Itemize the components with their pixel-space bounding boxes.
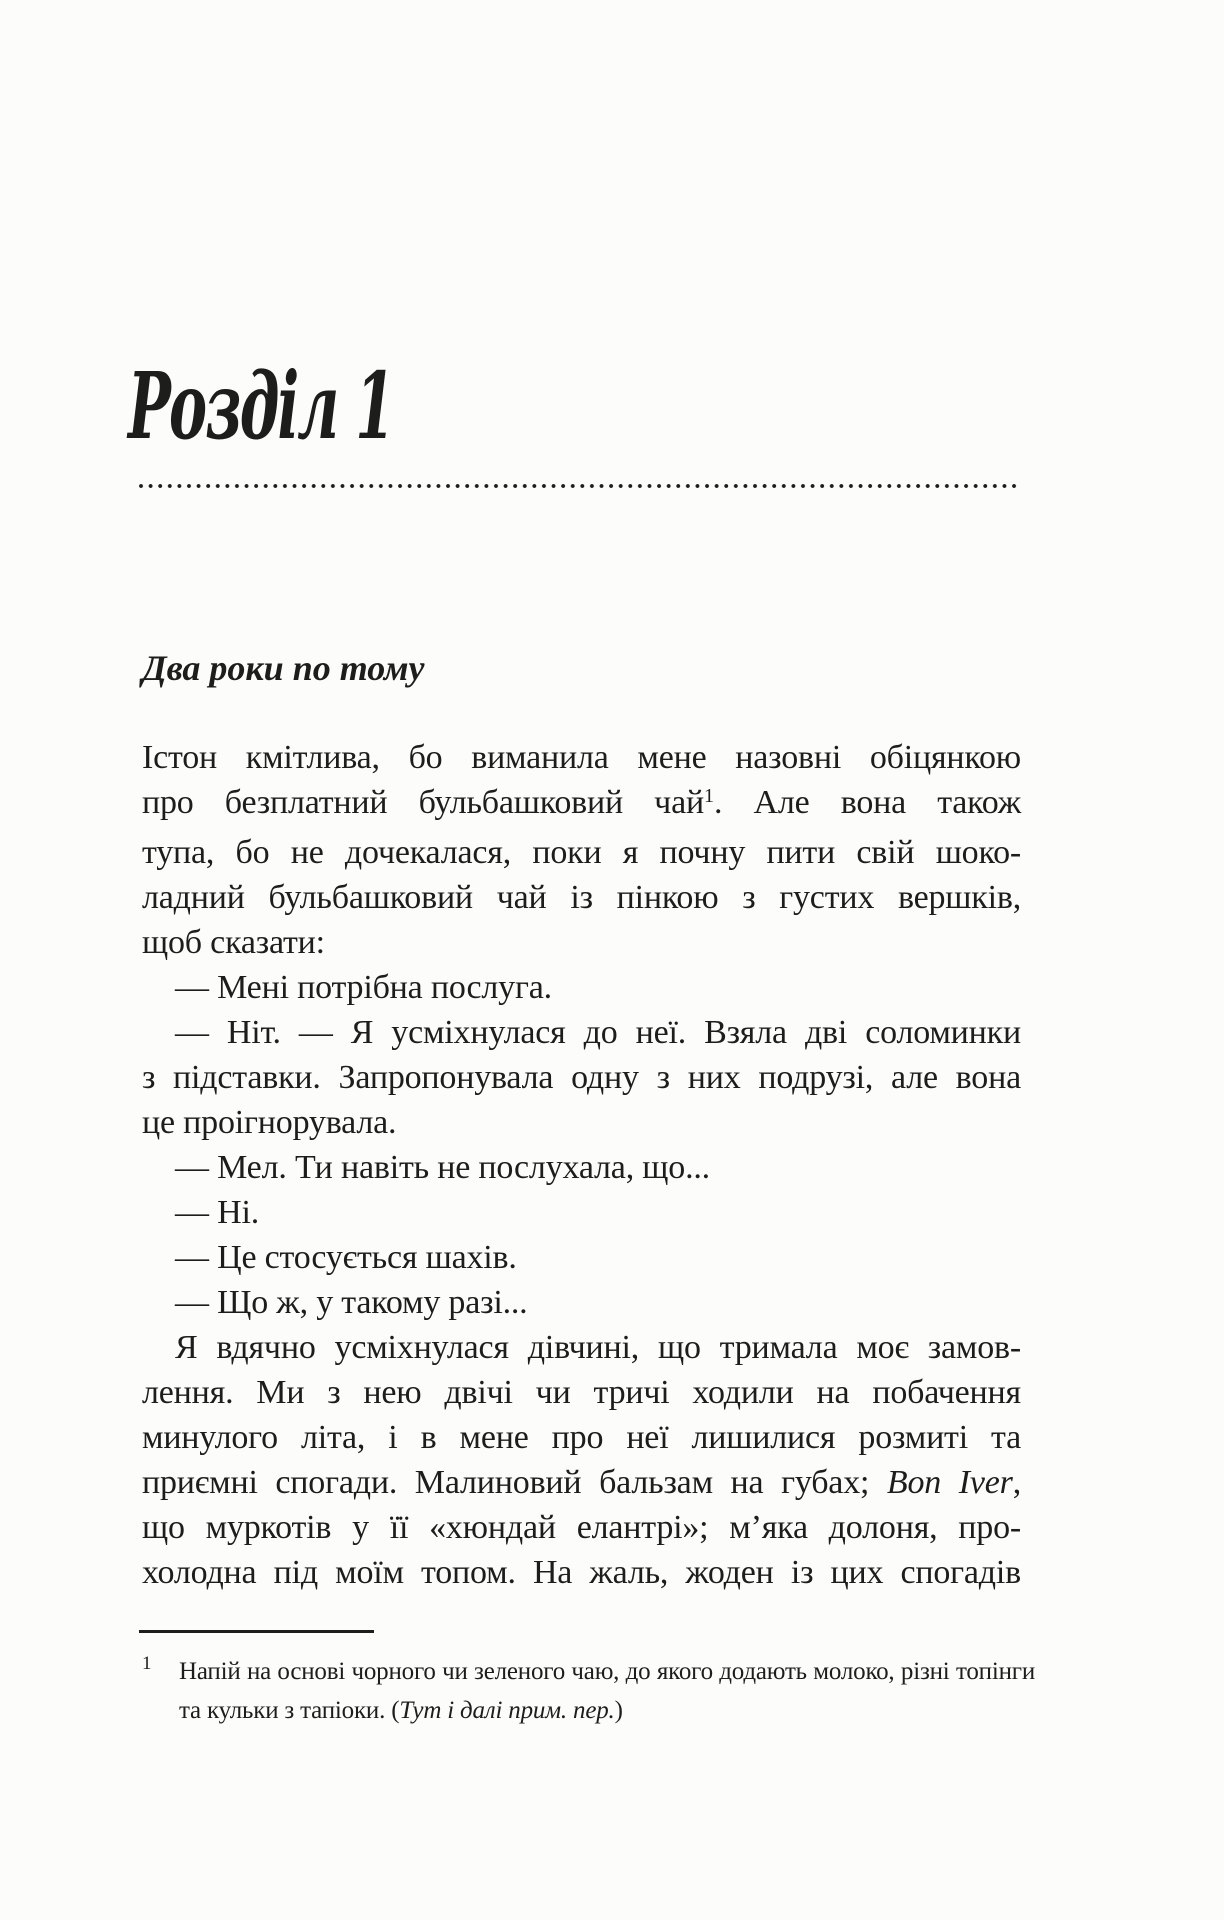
dotted-divider [138,483,1020,489]
body-text [142,735,1021,1595]
body-line: про безплатний бульбашковий чай$^1$. Але вона також [142,784,1021,821]
body-line: це проігнорувала. [142,1104,397,1141]
footnote-text [179,1652,1035,1730]
body-line: Я вдячно усміхнулася дівчині, що тримала моє замов- [175,1329,1021,1366]
body-line: тупа, бо не дочекалася, поки я почну пити свій шоко- [142,834,1021,871]
body-line: з підставки. Запропонувала одну з них подрузі, але вона [142,1059,1021,1096]
body-line: — Мені потрібна послуга. [175,969,552,1006]
footnote [142,1652,1035,1730]
body-line: приємні спогади. Малиновий бальзам на губах; Bon Iver, [142,1464,1022,1501]
footnote-line: та кульки з тапіоки. (Тут і далі прим. пер.) [179,1697,623,1724]
body-line: лення. Ми з нею двічі чи тричі ходили на побачення [142,1374,1021,1411]
body-line: — Ні. [175,1194,260,1231]
footnote-divider [139,1630,374,1633]
footnote-marker: 1 [142,1653,152,1674]
body-line: — Ніт. — Я усміхнулася до неї. Взяла дві соломинки [175,1014,1021,1051]
body-line: щоб сказати: [142,924,325,961]
section-subtitle: Два роки по тому [142,648,425,688]
body-line: що муркотів у її «хюндай елантрі»; м’яка долоня, про- [142,1509,1021,1546]
body-line: ладний бульбашковий чай із пінкою з густих вершків, [142,879,1021,916]
body-line: — Це стосується шахів. [175,1239,517,1276]
body-line: — Що ж, у такому разі... [175,1284,528,1321]
chapter-heading: Розділ 1 [128,352,394,460]
footnote-line: Напій на основі чорного чи зеленого чаю, до якого додають молоко, різні топінги [179,1658,1035,1685]
body-line: Істон кмітлива, бо виманила мене назовні обіцянкою [142,739,1021,776]
body-line: минулого літа, і в мене про неї лишилися розмиті та [142,1419,1021,1456]
body-line: — Мел. Ти навіть не послухала, що... [175,1149,710,1186]
body-line: холодна під моїм топом. На жаль, жоден із цих спогадів [142,1554,1021,1591]
